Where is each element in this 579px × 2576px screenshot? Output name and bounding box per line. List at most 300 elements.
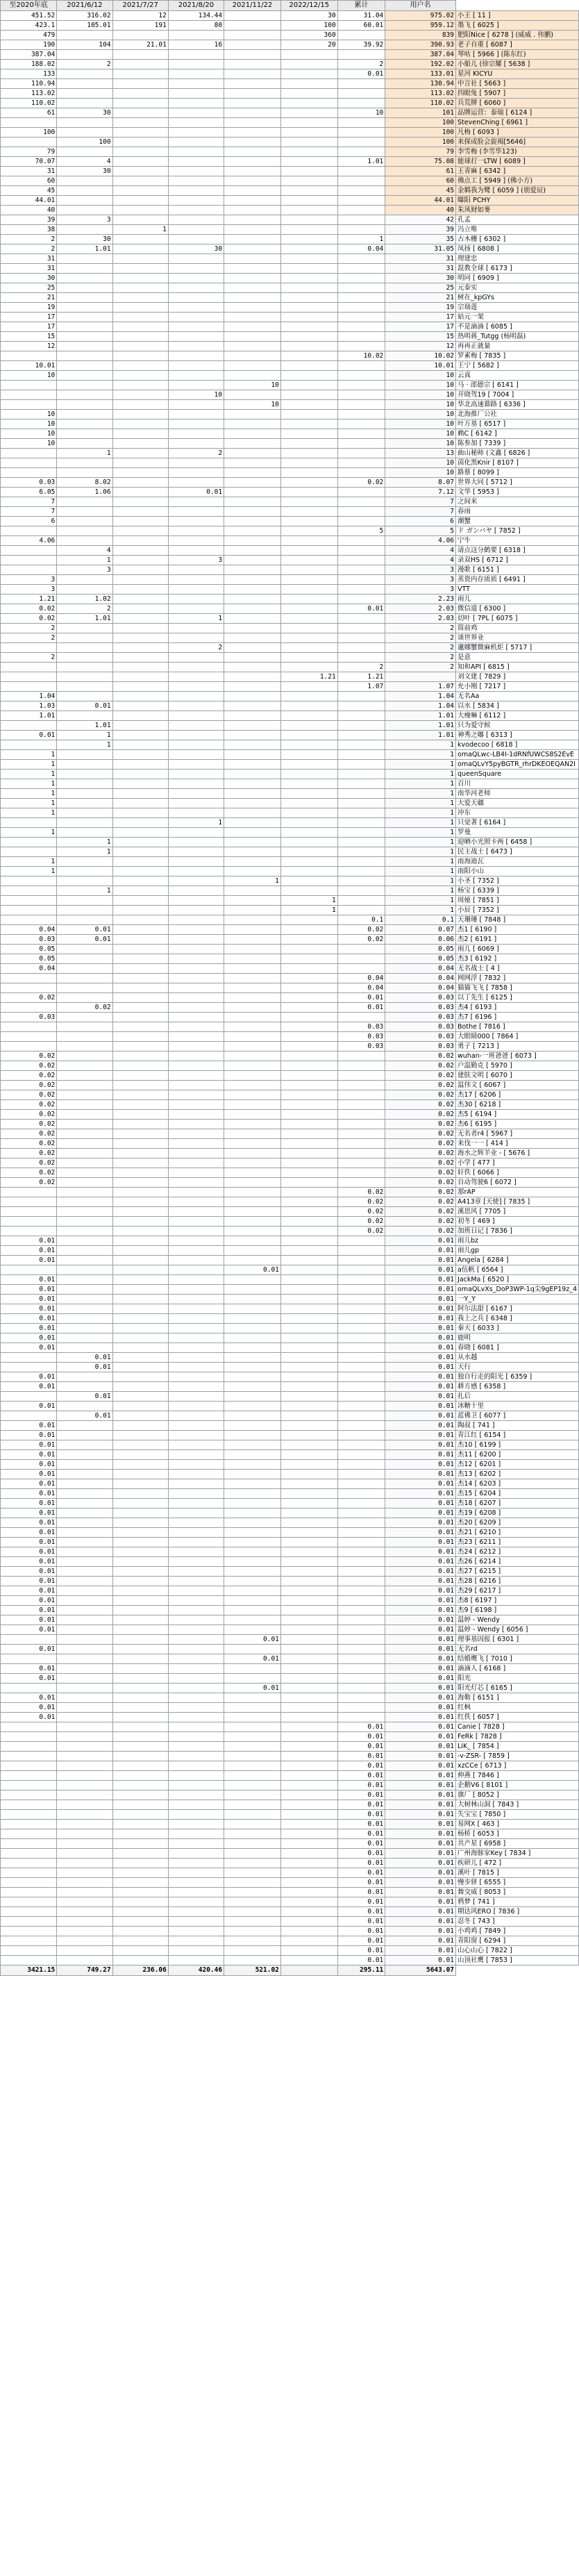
- amount-cell[interactable]: [112, 1353, 168, 1363]
- amount-cell[interactable]: [224, 1178, 281, 1188]
- cumulative-cell[interactable]: 0.01: [385, 1440, 456, 1450]
- amount-cell[interactable]: [224, 274, 281, 283]
- amount-cell[interactable]: 1: [337, 235, 385, 244]
- amount-cell[interactable]: [112, 808, 168, 818]
- amount-cell[interactable]: [57, 663, 112, 672]
- amount-cell[interactable]: [168, 624, 224, 633]
- amount-cell[interactable]: [224, 1790, 281, 1800]
- amount-cell[interactable]: 10.02: [337, 351, 385, 361]
- amount-cell[interactable]: [280, 1528, 337, 1538]
- cumulative-cell[interactable]: 31.05: [385, 244, 456, 254]
- amount-cell[interactable]: [1, 1635, 57, 1645]
- amount-cell[interactable]: [280, 1946, 337, 1956]
- amount-cell[interactable]: 0.03: [1, 478, 57, 488]
- amount-cell[interactable]: [224, 1440, 281, 1450]
- amount-cell[interactable]: [337, 1353, 385, 1363]
- amount-cell[interactable]: [168, 1839, 224, 1849]
- username-cell[interactable]: 杰17 [ 6206 ]: [456, 1090, 579, 1100]
- amount-cell[interactable]: [224, 1528, 281, 1538]
- amount-cell[interactable]: [280, 1684, 337, 1693]
- amount-cell[interactable]: [168, 1888, 224, 1897]
- amount-cell[interactable]: [224, 497, 281, 507]
- amount-cell[interactable]: [168, 1013, 224, 1022]
- amount-cell[interactable]: [280, 1265, 337, 1275]
- amount-cell[interactable]: [280, 1353, 337, 1363]
- amount-cell[interactable]: [112, 1489, 168, 1499]
- amount-cell[interactable]: [337, 1081, 385, 1090]
- cumulative-cell[interactable]: 0.02: [385, 1061, 456, 1071]
- cumulative-cell[interactable]: 10: [385, 458, 456, 468]
- cumulative-cell[interactable]: 100: [385, 128, 456, 138]
- amount-cell[interactable]: [57, 1917, 112, 1927]
- amount-cell[interactable]: [337, 711, 385, 721]
- amount-cell[interactable]: 79: [1, 147, 57, 157]
- cumulative-cell[interactable]: 15: [385, 332, 456, 342]
- amount-cell[interactable]: [337, 1110, 385, 1120]
- amount-cell[interactable]: [224, 1304, 281, 1314]
- amount-cell[interactable]: 0.01: [337, 1829, 385, 1839]
- amount-cell[interactable]: 1: [1, 867, 57, 876]
- cumulative-cell[interactable]: 1: [385, 838, 456, 847]
- username-cell[interactable]: 潮蟹: [456, 517, 579, 526]
- amount-cell[interactable]: 0.01: [1, 1402, 57, 1411]
- cumulative-cell[interactable]: 0.01: [385, 1295, 456, 1304]
- amount-cell[interactable]: [280, 1042, 337, 1052]
- amount-cell[interactable]: [224, 1158, 281, 1168]
- amount-cell[interactable]: [224, 1489, 281, 1499]
- amount-cell[interactable]: [57, 1713, 112, 1722]
- amount-cell[interactable]: [224, 1372, 281, 1382]
- amount-cell[interactable]: [168, 565, 224, 575]
- amount-cell[interactable]: [1, 351, 57, 361]
- amount-cell[interactable]: [280, 478, 337, 488]
- amount-cell[interactable]: [224, 1625, 281, 1635]
- amount-cell[interactable]: [168, 915, 224, 925]
- amount-cell[interactable]: [224, 624, 281, 633]
- amount-cell[interactable]: [337, 643, 385, 653]
- amount-cell[interactable]: [337, 633, 385, 643]
- amount-cell[interactable]: 0.01: [1, 1518, 57, 1528]
- amount-cell[interactable]: [280, 108, 337, 118]
- amount-cell[interactable]: [57, 206, 112, 215]
- amount-cell[interactable]: [57, 264, 112, 274]
- amount-cell[interactable]: [337, 1285, 385, 1295]
- cumulative-cell[interactable]: 1: [385, 770, 456, 779]
- cumulative-cell[interactable]: 0.01: [385, 1450, 456, 1460]
- amount-cell[interactable]: [57, 1557, 112, 1567]
- cumulative-cell[interactable]: 0.01: [385, 1674, 456, 1684]
- amount-cell[interactable]: [337, 1431, 385, 1440]
- amount-cell[interactable]: [280, 99, 337, 108]
- amount-cell[interactable]: [337, 1013, 385, 1022]
- cumulative-cell[interactable]: 0.01: [385, 1363, 456, 1372]
- amount-cell[interactable]: 0.01: [1, 1664, 57, 1674]
- amount-cell[interactable]: [112, 867, 168, 876]
- amount-cell[interactable]: [337, 1440, 385, 1450]
- amount-cell[interactable]: 0.03: [337, 1022, 385, 1032]
- amount-cell[interactable]: [168, 468, 224, 478]
- username-cell[interactable]: 茵化黑Knir [ 8107 ]: [456, 458, 579, 468]
- amount-cell[interactable]: [168, 1489, 224, 1499]
- amount-cell[interactable]: [337, 867, 385, 876]
- amount-cell[interactable]: 0.02: [1, 1149, 57, 1158]
- amount-cell[interactable]: [168, 1518, 224, 1528]
- amount-cell[interactable]: [112, 1256, 168, 1265]
- amount-cell[interactable]: [1, 1946, 57, 1956]
- amount-cell[interactable]: [224, 983, 281, 993]
- amount-cell[interactable]: [57, 1820, 112, 1829]
- amount-cell[interactable]: 0.01: [337, 1742, 385, 1752]
- username-cell[interactable]: 杰13 [ 6202 ]: [456, 1470, 579, 1479]
- amount-cell[interactable]: [168, 526, 224, 536]
- amount-cell[interactable]: [112, 1547, 168, 1557]
- amount-cell[interactable]: [224, 838, 281, 847]
- username-cell[interactable]: 春雨: [456, 507, 579, 517]
- amount-cell[interactable]: [112, 1188, 168, 1197]
- amount-cell[interactable]: [112, 419, 168, 429]
- amount-cell[interactable]: [57, 1304, 112, 1314]
- amount-cell[interactable]: [280, 1158, 337, 1168]
- amount-cell[interactable]: [112, 1158, 168, 1168]
- amount-cell[interactable]: [112, 31, 168, 40]
- username-cell[interactable]: 鹿明: [456, 1333, 579, 1343]
- amount-cell[interactable]: [57, 1849, 112, 1859]
- amount-cell[interactable]: [112, 361, 168, 371]
- username-cell[interactable]: 杨宝 [ 6339 ]: [456, 886, 579, 896]
- amount-cell[interactable]: [224, 857, 281, 867]
- cumulative-cell[interactable]: 0.06: [385, 935, 456, 945]
- amount-cell[interactable]: [168, 1052, 224, 1061]
- amount-cell[interactable]: 10: [224, 400, 281, 410]
- username-cell[interactable]: 失宝宝 [ 7850 ]: [456, 1810, 579, 1820]
- amount-cell[interactable]: 0.01: [1, 1372, 57, 1382]
- cumulative-cell[interactable]: 0.01: [385, 1567, 456, 1577]
- amount-cell[interactable]: [57, 1314, 112, 1324]
- amount-cell[interactable]: [168, 274, 224, 283]
- amount-cell[interactable]: 0.01: [1, 1567, 57, 1577]
- amount-cell[interactable]: 1.21: [337, 672, 385, 682]
- amount-cell[interactable]: 0.01: [337, 1936, 385, 1946]
- total-cell[interactable]: 420.46: [168, 1966, 224, 1976]
- amount-cell[interactable]: 4: [57, 546, 112, 556]
- amount-cell[interactable]: [224, 468, 281, 478]
- cumulative-cell[interactable]: 1.04: [385, 701, 456, 711]
- amount-cell[interactable]: [168, 322, 224, 332]
- amount-cell[interactable]: 17: [1, 322, 57, 332]
- amount-cell[interactable]: 0.01: [1, 1557, 57, 1567]
- amount-cell[interactable]: [280, 857, 337, 867]
- amount-cell[interactable]: [280, 1110, 337, 1120]
- username-cell[interactable]: 慢步驿 [ 6555 ]: [456, 1878, 579, 1888]
- amount-cell[interactable]: [168, 1625, 224, 1635]
- amount-cell[interactable]: 0.01: [337, 1800, 385, 1810]
- amount-cell[interactable]: [337, 1664, 385, 1674]
- amount-cell[interactable]: 10.01: [1, 361, 57, 371]
- amount-cell[interactable]: [280, 1411, 337, 1421]
- amount-cell[interactable]: [57, 1606, 112, 1615]
- amount-cell[interactable]: [112, 595, 168, 604]
- username-cell[interactable]: 杰8 [ 6197 ]: [456, 1596, 579, 1606]
- cumulative-cell[interactable]: 2: [385, 663, 456, 672]
- cumulative-cell[interactable]: 0.03: [385, 1042, 456, 1052]
- amount-cell[interactable]: [337, 1450, 385, 1460]
- username-cell[interactable]: 杰1 [ 6190 ]: [456, 925, 579, 935]
- amount-cell[interactable]: [57, 1158, 112, 1168]
- amount-cell[interactable]: [224, 517, 281, 526]
- amount-cell[interactable]: [168, 595, 224, 604]
- username-cell[interactable]: wuhan-一班爸爸 [ 6073 ]: [456, 1052, 579, 1061]
- amount-cell[interactable]: [112, 663, 168, 672]
- amount-cell[interactable]: 1: [1, 770, 57, 779]
- amount-cell[interactable]: 423.1: [1, 21, 57, 31]
- amount-cell[interactable]: [168, 1499, 224, 1509]
- amount-cell[interactable]: [224, 1324, 281, 1333]
- amount-cell[interactable]: [280, 1022, 337, 1032]
- username-cell[interactable]: 无名Aa: [456, 692, 579, 701]
- amount-cell[interactable]: [168, 808, 224, 818]
- header-cell[interactable]: 2021/6/12: [57, 1, 112, 11]
- cumulative-cell[interactable]: 31: [385, 254, 456, 264]
- amount-cell[interactable]: [337, 390, 385, 400]
- amount-cell[interactable]: [57, 1761, 112, 1771]
- amount-cell[interactable]: [337, 1411, 385, 1421]
- amount-cell[interactable]: [57, 1577, 112, 1586]
- amount-cell[interactable]: [168, 206, 224, 215]
- amount-cell[interactable]: [280, 575, 337, 585]
- username-cell[interactable]: 谈世界业: [456, 633, 579, 643]
- amount-cell[interactable]: [280, 1120, 337, 1129]
- cumulative-cell[interactable]: 30: [385, 274, 456, 283]
- username-cell[interactable]: 是意: [456, 653, 579, 663]
- amount-cell[interactable]: [112, 526, 168, 536]
- username-cell[interactable]: 凡梅 [ 6093 ]: [456, 128, 579, 138]
- amount-cell[interactable]: [337, 818, 385, 828]
- cumulative-cell[interactable]: 39: [385, 225, 456, 235]
- amount-cell[interactable]: 30: [57, 235, 112, 244]
- username-cell[interactable]: 杰5 [ 6194 ]: [456, 1110, 579, 1120]
- amount-cell[interactable]: [168, 1032, 224, 1042]
- amount-cell[interactable]: 1: [168, 614, 224, 624]
- amount-cell[interactable]: [168, 1829, 224, 1839]
- amount-cell[interactable]: [112, 1061, 168, 1071]
- amount-cell[interactable]: [224, 1518, 281, 1528]
- username-cell[interactable]: 杰27 [ 6215 ]: [456, 1567, 579, 1577]
- amount-cell[interactable]: [337, 721, 385, 731]
- amount-cell[interactable]: [112, 293, 168, 303]
- username-cell[interactable]: 叶万基 [ 6517 ]: [456, 419, 579, 429]
- username-cell[interactable]: 秦天 [ 6033 ]: [456, 1324, 579, 1333]
- amount-cell[interactable]: [57, 458, 112, 468]
- amount-cell[interactable]: [168, 1956, 224, 1966]
- cumulative-cell[interactable]: 35: [385, 235, 456, 244]
- amount-cell[interactable]: [224, 1752, 281, 1761]
- amount-cell[interactable]: [112, 983, 168, 993]
- cumulative-cell[interactable]: 79: [385, 147, 456, 157]
- amount-cell[interactable]: [337, 254, 385, 264]
- amount-cell[interactable]: [224, 1547, 281, 1557]
- amount-cell[interactable]: [280, 740, 337, 750]
- amount-cell[interactable]: 4.06: [1, 536, 57, 546]
- amount-cell[interactable]: [280, 546, 337, 556]
- amount-cell[interactable]: [57, 1897, 112, 1907]
- amount-cell[interactable]: [337, 964, 385, 974]
- amount-cell[interactable]: [337, 799, 385, 808]
- amount-cell[interactable]: 60.01: [337, 21, 385, 31]
- amount-cell[interactable]: [112, 1363, 168, 1372]
- amount-cell[interactable]: [168, 1742, 224, 1752]
- username-cell[interactable]: 小辰 [ 7352 ]: [456, 906, 579, 915]
- amount-cell[interactable]: [337, 215, 385, 225]
- amount-cell[interactable]: 10: [1, 439, 57, 449]
- amount-cell[interactable]: [337, 1295, 385, 1304]
- amount-cell[interactable]: [57, 429, 112, 439]
- amount-cell[interactable]: [280, 1013, 337, 1022]
- amount-cell[interactable]: 0.01: [1, 1440, 57, 1450]
- amount-cell[interactable]: [57, 293, 112, 303]
- amount-cell[interactable]: [1, 1353, 57, 1363]
- amount-cell[interactable]: [280, 1304, 337, 1314]
- amount-cell[interactable]: [112, 1333, 168, 1343]
- amount-cell[interactable]: [280, 1363, 337, 1372]
- amount-cell[interactable]: [280, 750, 337, 760]
- amount-cell[interactable]: [168, 303, 224, 313]
- amount-cell[interactable]: [224, 974, 281, 983]
- amount-cell[interactable]: [337, 274, 385, 283]
- amount-cell[interactable]: [224, 954, 281, 964]
- amount-cell[interactable]: [224, 808, 281, 818]
- cumulative-cell[interactable]: 0.01: [385, 1479, 456, 1489]
- amount-cell[interactable]: 0.02: [337, 1227, 385, 1236]
- amount-cell[interactable]: 0.01: [337, 1003, 385, 1013]
- amount-cell[interactable]: [112, 672, 168, 682]
- username-cell[interactable]: 周娅 [ 7851 ]: [456, 896, 579, 906]
- amount-cell[interactable]: [224, 1674, 281, 1684]
- amount-cell[interactable]: [280, 361, 337, 371]
- amount-cell[interactable]: [224, 1110, 281, 1120]
- amount-cell[interactable]: [112, 342, 168, 351]
- amount-cell[interactable]: [224, 546, 281, 556]
- amount-cell[interactable]: [57, 624, 112, 633]
- amount-cell[interactable]: [280, 1197, 337, 1207]
- cumulative-cell[interactable]: 113.02: [385, 89, 456, 99]
- amount-cell[interactable]: 0.01: [1, 1547, 57, 1557]
- amount-cell[interactable]: [112, 1090, 168, 1100]
- cumulative-cell[interactable]: 0.01: [385, 1411, 456, 1421]
- amount-cell[interactable]: [1, 400, 57, 410]
- amount-cell[interactable]: [112, 1003, 168, 1013]
- amount-cell[interactable]: [168, 1586, 224, 1596]
- username-cell[interactable]: 青江红 [ 6154 ]: [456, 1431, 579, 1440]
- amount-cell[interactable]: [280, 789, 337, 799]
- amount-cell[interactable]: [112, 1868, 168, 1878]
- amount-cell[interactable]: [280, 1324, 337, 1333]
- username-cell[interactable]: 扎后: [456, 1392, 579, 1402]
- amount-cell[interactable]: [224, 915, 281, 925]
- amount-cell[interactable]: [112, 1343, 168, 1353]
- amount-cell[interactable]: 0.01: [337, 1868, 385, 1878]
- amount-cell[interactable]: [57, 1684, 112, 1693]
- amount-cell[interactable]: [224, 595, 281, 604]
- amount-cell[interactable]: [224, 1859, 281, 1868]
- amount-cell[interactable]: [280, 497, 337, 507]
- amount-cell[interactable]: [168, 1003, 224, 1013]
- amount-cell[interactable]: [280, 1090, 337, 1100]
- amount-cell[interactable]: [112, 1567, 168, 1577]
- amount-cell[interactable]: [57, 789, 112, 799]
- username-cell[interactable]: 滴滴人 [ 6168 ]: [456, 1664, 579, 1674]
- cumulative-cell[interactable]: 0.01: [385, 1664, 456, 1674]
- amount-cell[interactable]: [280, 974, 337, 983]
- amount-cell[interactable]: 10: [337, 108, 385, 118]
- amount-cell[interactable]: [1, 1800, 57, 1810]
- amount-cell[interactable]: 0.03: [1, 935, 57, 945]
- amount-cell[interactable]: [168, 779, 224, 789]
- username-cell[interactable]: 朱凤财如麥: [456, 206, 579, 215]
- amount-cell[interactable]: 1.01: [57, 614, 112, 624]
- amount-cell[interactable]: [224, 1761, 281, 1771]
- amount-cell[interactable]: [57, 1285, 112, 1295]
- amount-cell[interactable]: [1, 468, 57, 478]
- amount-cell[interactable]: [280, 1217, 337, 1227]
- amount-cell[interactable]: [337, 838, 385, 847]
- amount-cell[interactable]: 1.01: [337, 157, 385, 167]
- username-cell[interactable]: 再再正就量: [456, 342, 579, 351]
- amount-cell[interactable]: [224, 653, 281, 663]
- amount-cell[interactable]: [168, 332, 224, 342]
- amount-cell[interactable]: [168, 1635, 224, 1645]
- amount-cell[interactable]: [1, 1042, 57, 1052]
- cumulative-cell[interactable]: 40: [385, 206, 456, 215]
- amount-cell[interactable]: [1, 1917, 57, 1927]
- amount-cell[interactable]: [112, 1752, 168, 1761]
- amount-cell[interactable]: [337, 1693, 385, 1703]
- amount-cell[interactable]: 0.02: [337, 478, 385, 488]
- amount-cell[interactable]: [224, 663, 281, 672]
- amount-cell[interactable]: 0.01: [1, 1596, 57, 1606]
- amount-cell[interactable]: [168, 1188, 224, 1197]
- amount-cell[interactable]: [280, 458, 337, 468]
- cumulative-cell[interactable]: 2: [385, 653, 456, 663]
- amount-cell[interactable]: [168, 993, 224, 1003]
- username-cell[interactable]: 建肤文明 [ 6070 ]: [456, 1071, 579, 1081]
- cumulative-cell[interactable]: 0.01: [385, 1314, 456, 1324]
- amount-cell[interactable]: [224, 1081, 281, 1090]
- cumulative-cell[interactable]: 0.02: [385, 1217, 456, 1227]
- amount-cell[interactable]: [337, 1236, 385, 1246]
- amount-cell[interactable]: [224, 818, 281, 828]
- amount-cell[interactable]: [224, 604, 281, 614]
- amount-cell[interactable]: [57, 1372, 112, 1382]
- username-cell[interactable]: 宁牛: [456, 536, 579, 546]
- amount-cell[interactable]: [280, 1936, 337, 1946]
- username-cell[interactable]: 初冬 [ 469 ]: [456, 1217, 579, 1227]
- amount-cell[interactable]: [168, 517, 224, 526]
- amount-cell[interactable]: [337, 614, 385, 624]
- amount-cell[interactable]: [112, 1820, 168, 1829]
- amount-cell[interactable]: [224, 1596, 281, 1606]
- amount-cell[interactable]: [224, 1392, 281, 1402]
- amount-cell[interactable]: [57, 371, 112, 381]
- amount-cell[interactable]: 2: [1, 624, 57, 633]
- amount-cell[interactable]: [112, 1304, 168, 1314]
- cumulative-cell[interactable]: 1: [385, 789, 456, 799]
- amount-cell[interactable]: [224, 1022, 281, 1032]
- amount-cell[interactable]: [280, 1693, 337, 1703]
- amount-cell[interactable]: [57, 770, 112, 779]
- amount-cell[interactable]: [1, 1888, 57, 1897]
- username-cell[interactable]: 陶叔 [ 741 ]: [456, 1421, 579, 1431]
- amount-cell[interactable]: [224, 1557, 281, 1567]
